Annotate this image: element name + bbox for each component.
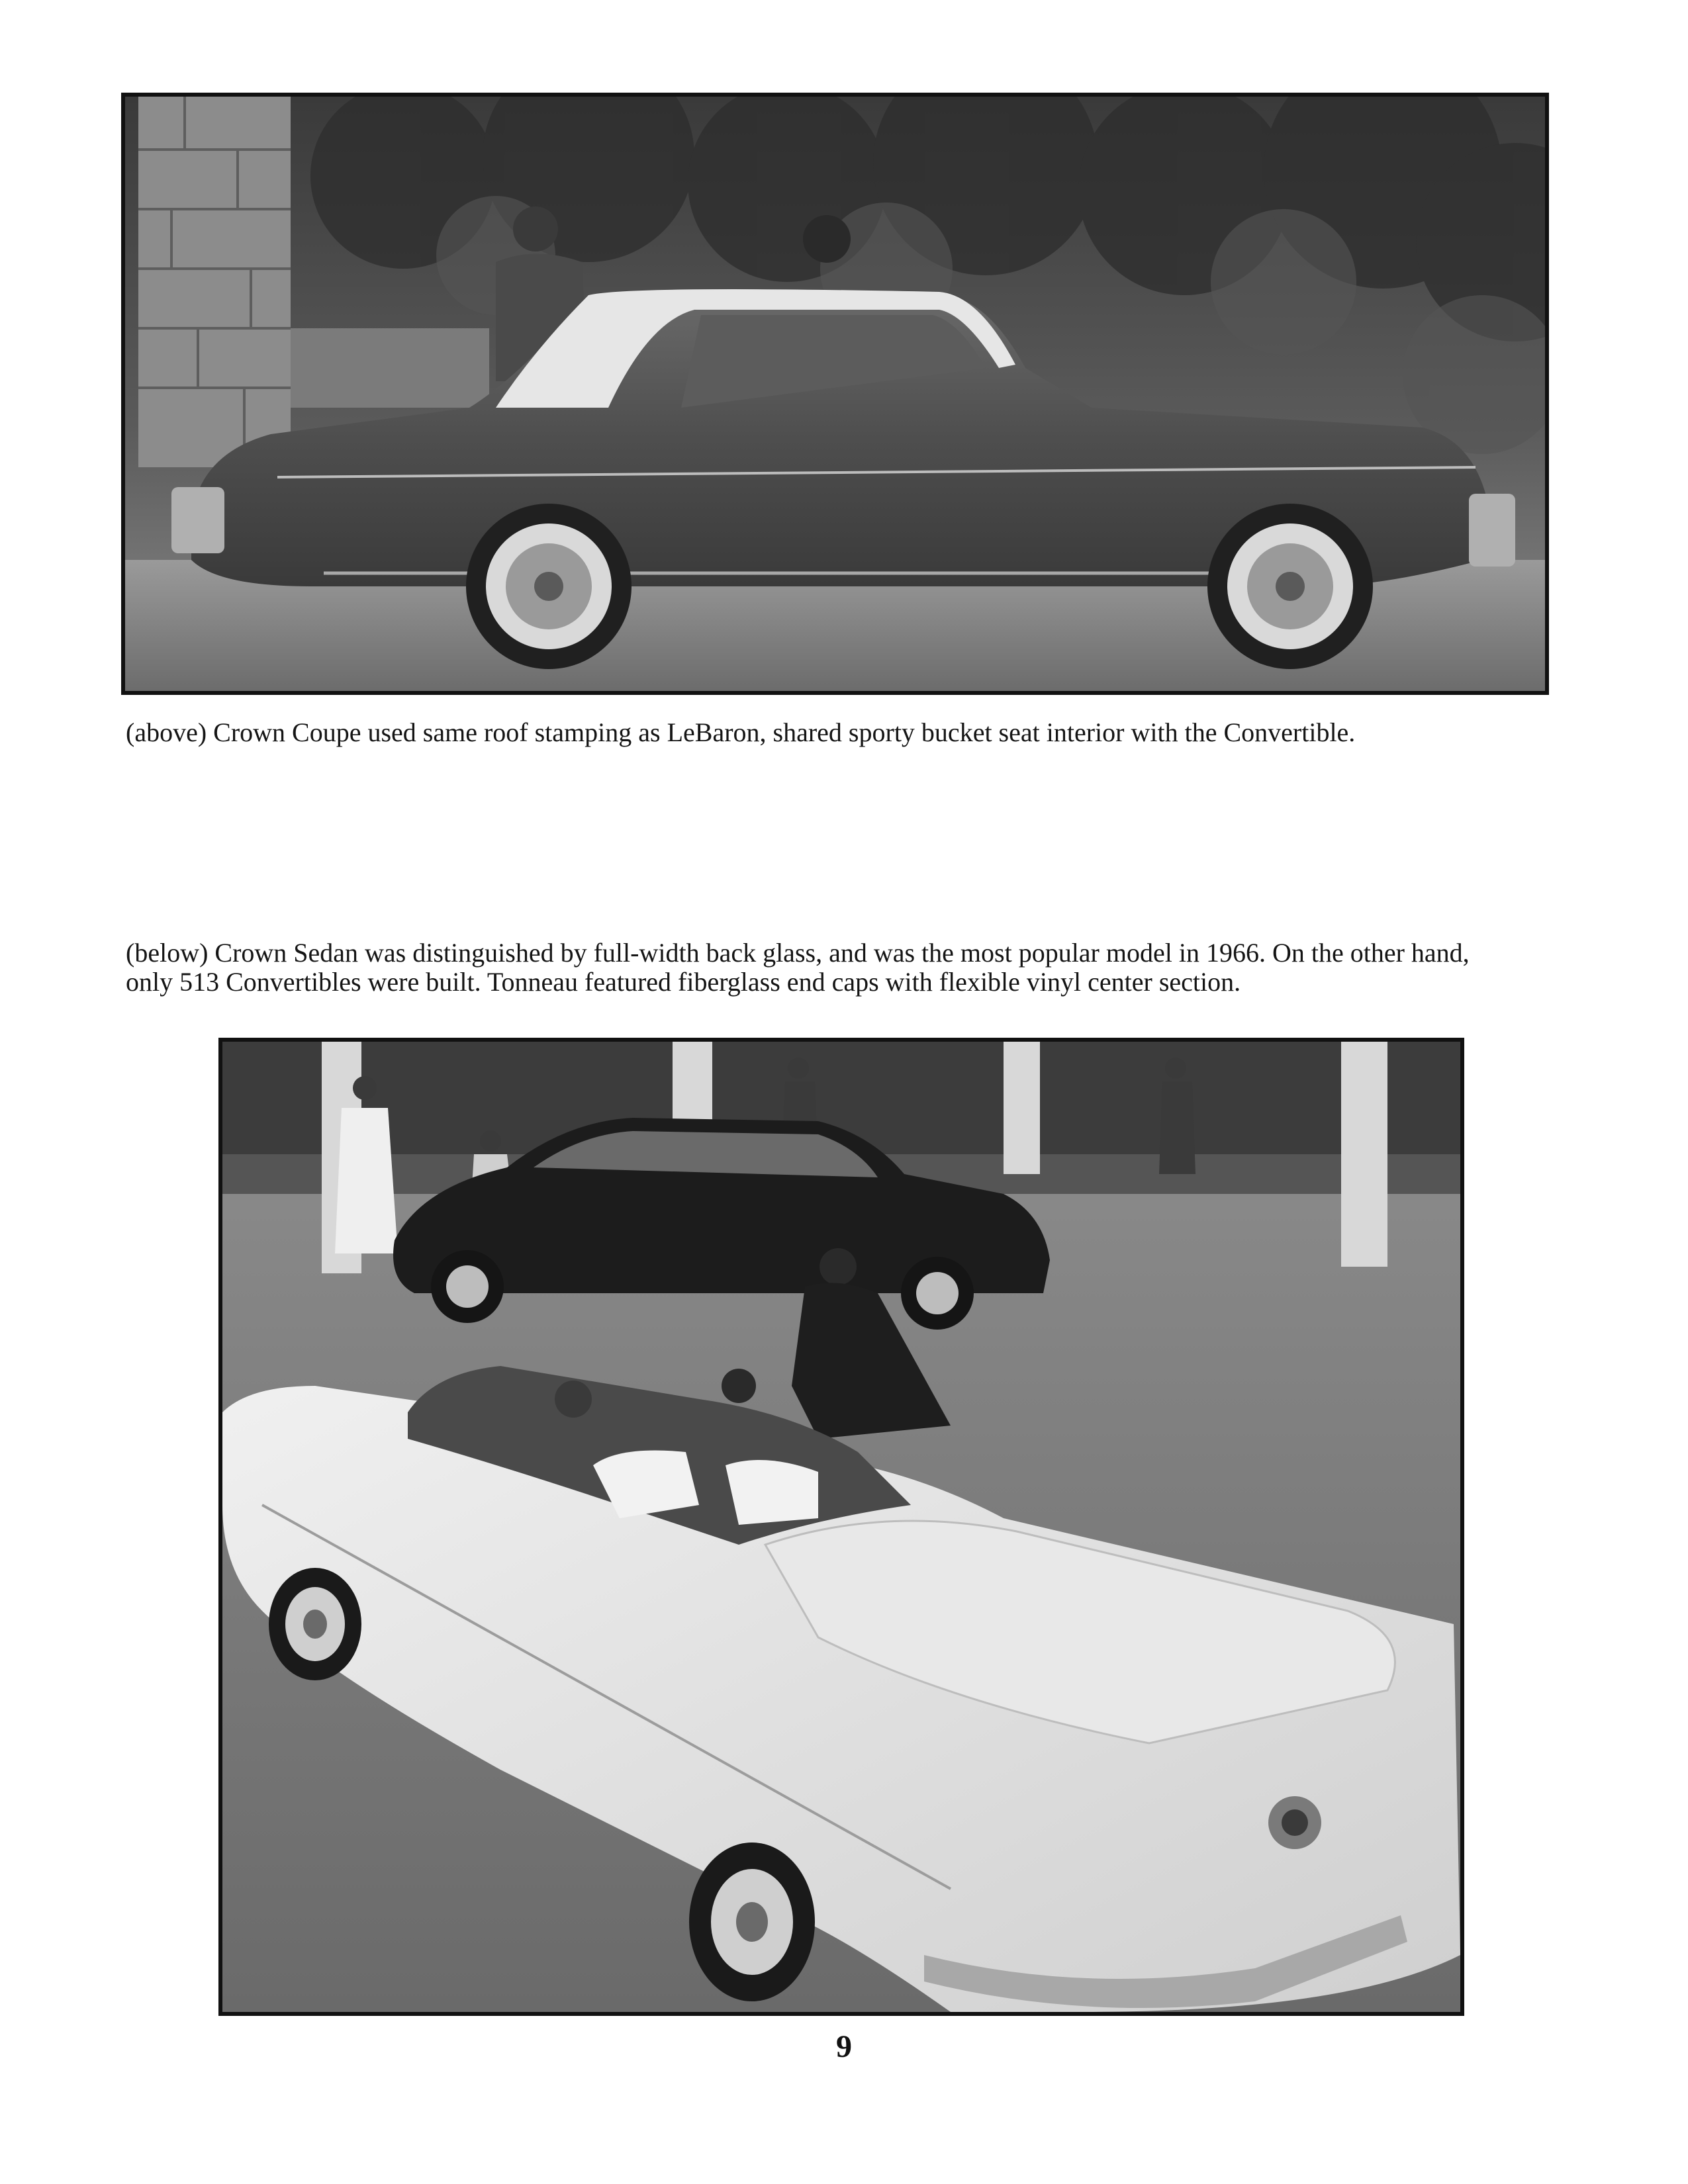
convertible-rear-wheel <box>689 1843 815 2001</box>
woman-figure <box>803 215 851 263</box>
stone-pillar <box>138 97 291 467</box>
front-wheel <box>1207 504 1373 669</box>
crown-coupe-illustration <box>125 97 1545 691</box>
convertible-sedan-photo <box>218 1038 1464 2016</box>
brick-wall <box>291 328 489 408</box>
rear-wheel <box>466 504 632 669</box>
page-number: 9 <box>836 2029 852 2064</box>
caption-below-line-1: (below) Crown Sedan was distinguished by full-width back glass, and was the most popular model in 1966. On the other hand, <box>126 938 1470 968</box>
convertible-front-wheel <box>269 1568 361 1680</box>
convertible-sedan-illustration <box>222 1042 1460 2012</box>
caption-above: (above) Crown Coupe used same roof stamping as LeBaron, shared sporty bucket seat interior with the Convertible. <box>126 717 1356 747</box>
crown-coupe-photo <box>121 93 1549 695</box>
caption-below <box>126 938 1556 997</box>
caption-below-line-2: only 513 Convertibles were built. Tonneau featured fiberglass end caps with flexible vinyl center section. <box>126 967 1241 997</box>
